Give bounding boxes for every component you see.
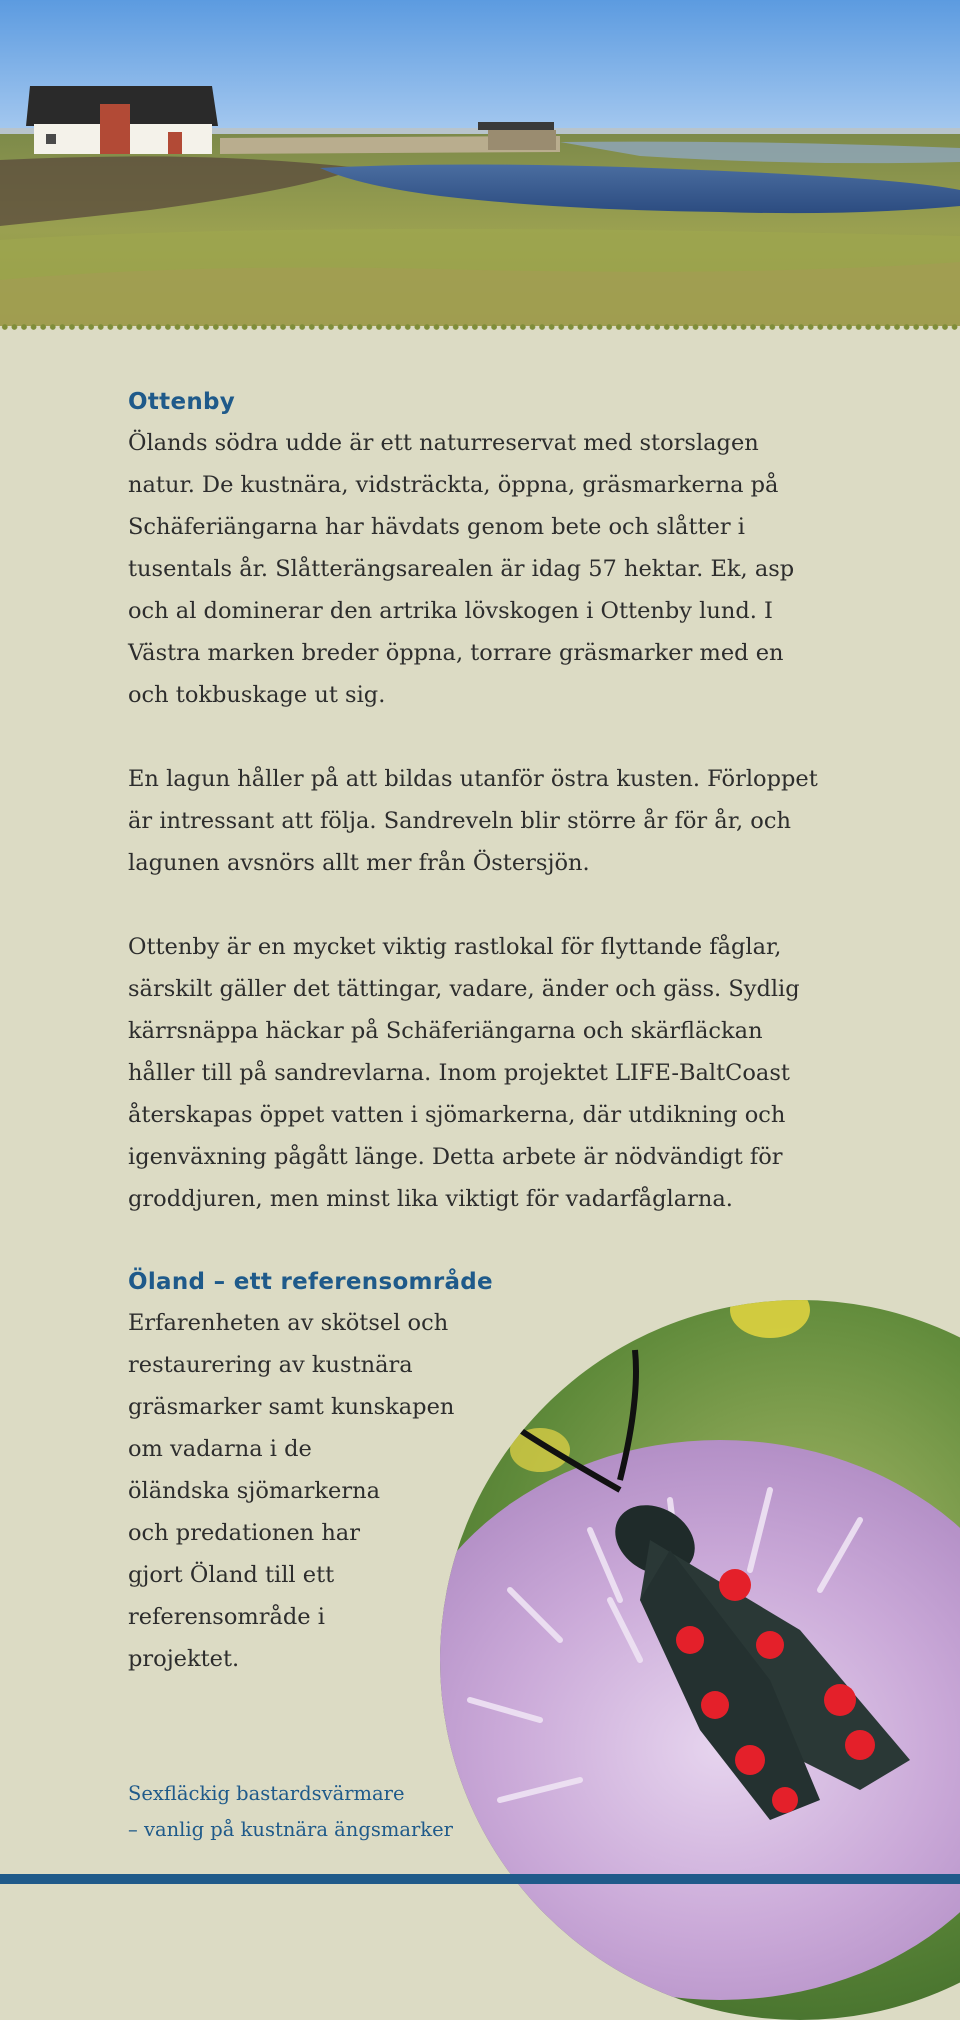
oland-line-4: om vadarna i de xyxy=(128,1436,312,1462)
oland-line-3: gräsmarker samt kunskapen xyxy=(128,1394,455,1420)
moth-photo xyxy=(440,1300,960,2020)
paragraph-ottenby-2: En lagun håller på att bildas utanför östra kusten. Förloppet är intressant att följa. Sandreveln blir större år för år, och lagunen avsnörs allt mer från Östersjön. xyxy=(128,766,818,876)
paragraph-ottenby-3: Ottenby är en mycket viktig rastlokal för flyttande fåglar, särskilt gäller det tättingar, vadare, änder och gäss. Sydlig kärrsnäppa häckar på Schäferiängarna och skärfläckan håller till på sandrevlarna. Inom projektet LIFE-BaltCoast återskapas öppet vatten i sjömarkerna, där utdikning och igenväxning pågått länge. Detta arbete är nödvändigt för groddjuren, men minst lika viktigt för vadarfåglarna. xyxy=(128,934,800,1212)
oland-line-2: restaurering av kustnära xyxy=(128,1352,413,1378)
photo-caption xyxy=(128,1776,488,1848)
section-oland xyxy=(128,1302,488,1680)
section-ottenby xyxy=(128,382,828,1220)
caption-line-2: – vanlig på kustnära ängsmarker xyxy=(128,1818,453,1841)
bottom-bar xyxy=(0,1874,960,1884)
oland-line-9: projektet. xyxy=(128,1646,240,1672)
hero-photo xyxy=(0,0,960,326)
oland-line-6: och predationen har xyxy=(128,1520,360,1546)
oland-line-8: referensområde i xyxy=(128,1604,325,1630)
oland-line-7: gjort Öland till ett xyxy=(128,1562,335,1588)
dotted-divider xyxy=(0,322,960,332)
heading-oland: Öland – ett referensområde xyxy=(128,1269,493,1295)
heading-ottenby: Ottenby xyxy=(128,389,236,415)
paragraph-ottenby-1: Ölands södra udde är ett naturreservat med storslagen natur. De kustnära, vidsträckta, öppna, gräsmarkerna på Schäferiängarna har hävdats genom bete och slåtter i tusentals år. Slåtterängsarealen är idag 57 hektar. Ek, asp och al dominerar den artrika lövskogen i Ottenby lund. I Västra marken breder öppna, torrare gräsmarker med en och tokbuskage ut sig. xyxy=(128,430,795,708)
caption-line-1: Sexfläckig bastardsvärmare xyxy=(128,1782,405,1805)
oland-line-5: öländska sjömarkerna xyxy=(128,1478,380,1504)
oland-line-1: Erfarenheten av skötsel och xyxy=(128,1310,449,1336)
